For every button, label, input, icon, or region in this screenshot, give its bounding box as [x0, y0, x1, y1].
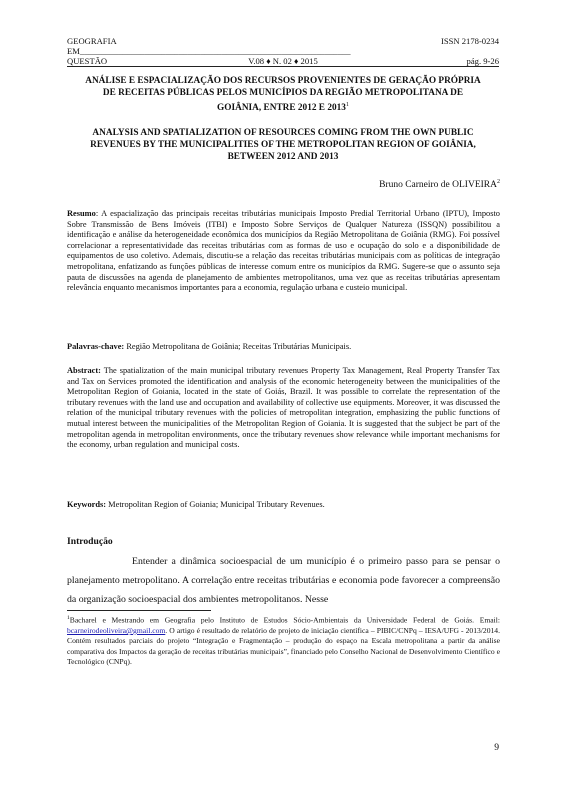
title-portuguese	[80, 75, 486, 114]
header-journal-name	[67, 36, 499, 46]
footnote	[67, 613, 500, 668]
author	[379, 179, 500, 190]
author-name: Bruno Carneiro de OLIVEIRA	[379, 180, 497, 191]
introduction-paragraph: Entender a dinâmica socioespacial de um município é o primeiro passo para se pensar o planejamento metropolitano. A correlação entre receitas tributárias e economia pode favorecer a compreensão da organização socioespacial dos ambientes metropolitanos. Nesse	[67, 556, 500, 605]
page-range: pág. 9-26	[466, 56, 499, 66]
footnote-mark: 1	[67, 615, 70, 621]
issn: ISSN 2178-0234	[440, 36, 499, 46]
abstract-paragraph	[67, 366, 500, 451]
footnote-text-before: Bacharel e Mestrando em Geografia pelo Instituto de Estudos Sócio-Ambientais da Universidade Federal de Goiás. Email:	[69, 615, 500, 625]
footnote-text-after: . O artigo é resultado de relatório de projeto de iniciação científica – PIBIC/CNPq – IESA/UFG - 2013/2014. Contém resultados parciais do projeto “Integração e Fragmentação – produção do espaço na Escala metropolitana a partir da análise comparativa dos Impactos da geração de receitas tributárias municipais”, financiado pelo Conselho Nacional de Desenvolvimento Científico e Tecnológico (CNPq).	[67, 625, 500, 667]
palavras-chave-label: Palavras-chave:	[67, 342, 125, 351]
footnote-rule	[67, 610, 211, 611]
title-footnote-mark: 1	[345, 102, 349, 108]
author-email-link[interactable]: bcarneirodeoliveira@gmail.com	[67, 625, 166, 635]
palavras-chave-text: Região Metropolitana de Goiânia; Receitas Tributárias Municipais.	[124, 342, 352, 351]
resumo-text: : A espacialização das principais receitas tributárias municipais Imposto Predial Territorial Urbano (IPTU), Imposto Sobre Transmissão de Bens Imóveis (ITBI) e Imposto Sobre Serviços de Qualquer Natureza (ISSQN) possibilitou a identificação e análise da heterogeneidade econômica dos municípios da Região Metropolitana de Goiânia (RMG). Foi possível correlacionar a representatividade das receitas tributárias com as formas de uso e ocupação do solo e a disponibilidade de equipamentos de uso coletivo. Ademais, discutiu-se a relação das receitas tributárias municipais com as políticas de integração metropolitana, enfatizando as funções públicas de interesse comum entre os municípios da RMG. Sugere-se que o assunto seja pauta de discussões na agenda de planejamento de ambientes metropolitanos, uma vez que as receitas tributárias apresentam relevância enquanto mecanismos importantes para a economia, regulação urbana e custeio municipal.	[67, 209, 500, 293]
journal-name-line3: QUESTÃO	[67, 56, 108, 66]
palavras-chave-paragraph	[67, 342, 500, 353]
resumo-paragraph	[67, 209, 500, 294]
abstract-text: The spatialization of the main municipal tributary revenues Property Tax Management, Real Property Transfer Tax and Tax on Services promoted the identification and analysis of the economic heterogeneity between the municipalities of the Metropolitan Region of Goiania, located in the state of Goiás, Brazil. It was possible to correlate the representation of the tributary revenues with the land use and occupation and availability of collective use equipments. Moreover, it was discussed the relation of the municipal tributary revenues with the policies of metropolitan integration, emphasizing the public functions of mutual interest between the municipalities of the Metropolitan Region of Goiania. It is suggested that the subject be part of the metropolitan agenda in metropolitan environments, once the tributary revenues show relevance while important mechanisms for the economy, urban regulation and municipal costs.	[67, 366, 500, 450]
header-issue-line	[67, 56, 499, 66]
journal-name-line2: EM_______________________________________________________________	[67, 46, 351, 56]
volume-issue: V.08 ♦ N. 02 ♦ 2015	[248, 56, 318, 66]
author-footnote-mark: 2	[497, 179, 500, 185]
header-rule	[67, 66, 499, 67]
keywords-label: Keywords:	[67, 500, 107, 509]
title-english: ANALYSIS AND SPATIALIZATION OF RESOURCES COMING FROM THE OWN PUBLIC REVENUES BY THE MUNICIPALITIES OF THE METROPOLITAN REGION OF GOIÂNIA, BETWEEN 2012 AND 2013	[90, 128, 476, 162]
section-heading-introducao: Introdução	[67, 536, 113, 547]
header-journal-line2	[67, 46, 499, 56]
keywords-paragraph	[67, 500, 500, 511]
resumo-label: Resumo	[67, 209, 96, 218]
title-pt-text: ANÁLISE E ESPACIALIZAÇÃO DOS RECURSOS PROVENIENTES DE GERAÇÃO PRÓPRIA DE RECEITAS PÚBLICAS PELOS MUNICÍPIOS DA REGIÃO METROPOLITANA DE GOIÂNIA, ENTRE 2012 E 2013	[85, 76, 481, 114]
keywords-text: Metropolitan Region of Goiania; Municipal Tributary Revenues.	[106, 500, 325, 509]
journal-name-line1: GEOGRAFIA	[67, 36, 117, 46]
abstract-label: Abstract:	[67, 366, 101, 375]
page-number: 9	[494, 742, 499, 753]
